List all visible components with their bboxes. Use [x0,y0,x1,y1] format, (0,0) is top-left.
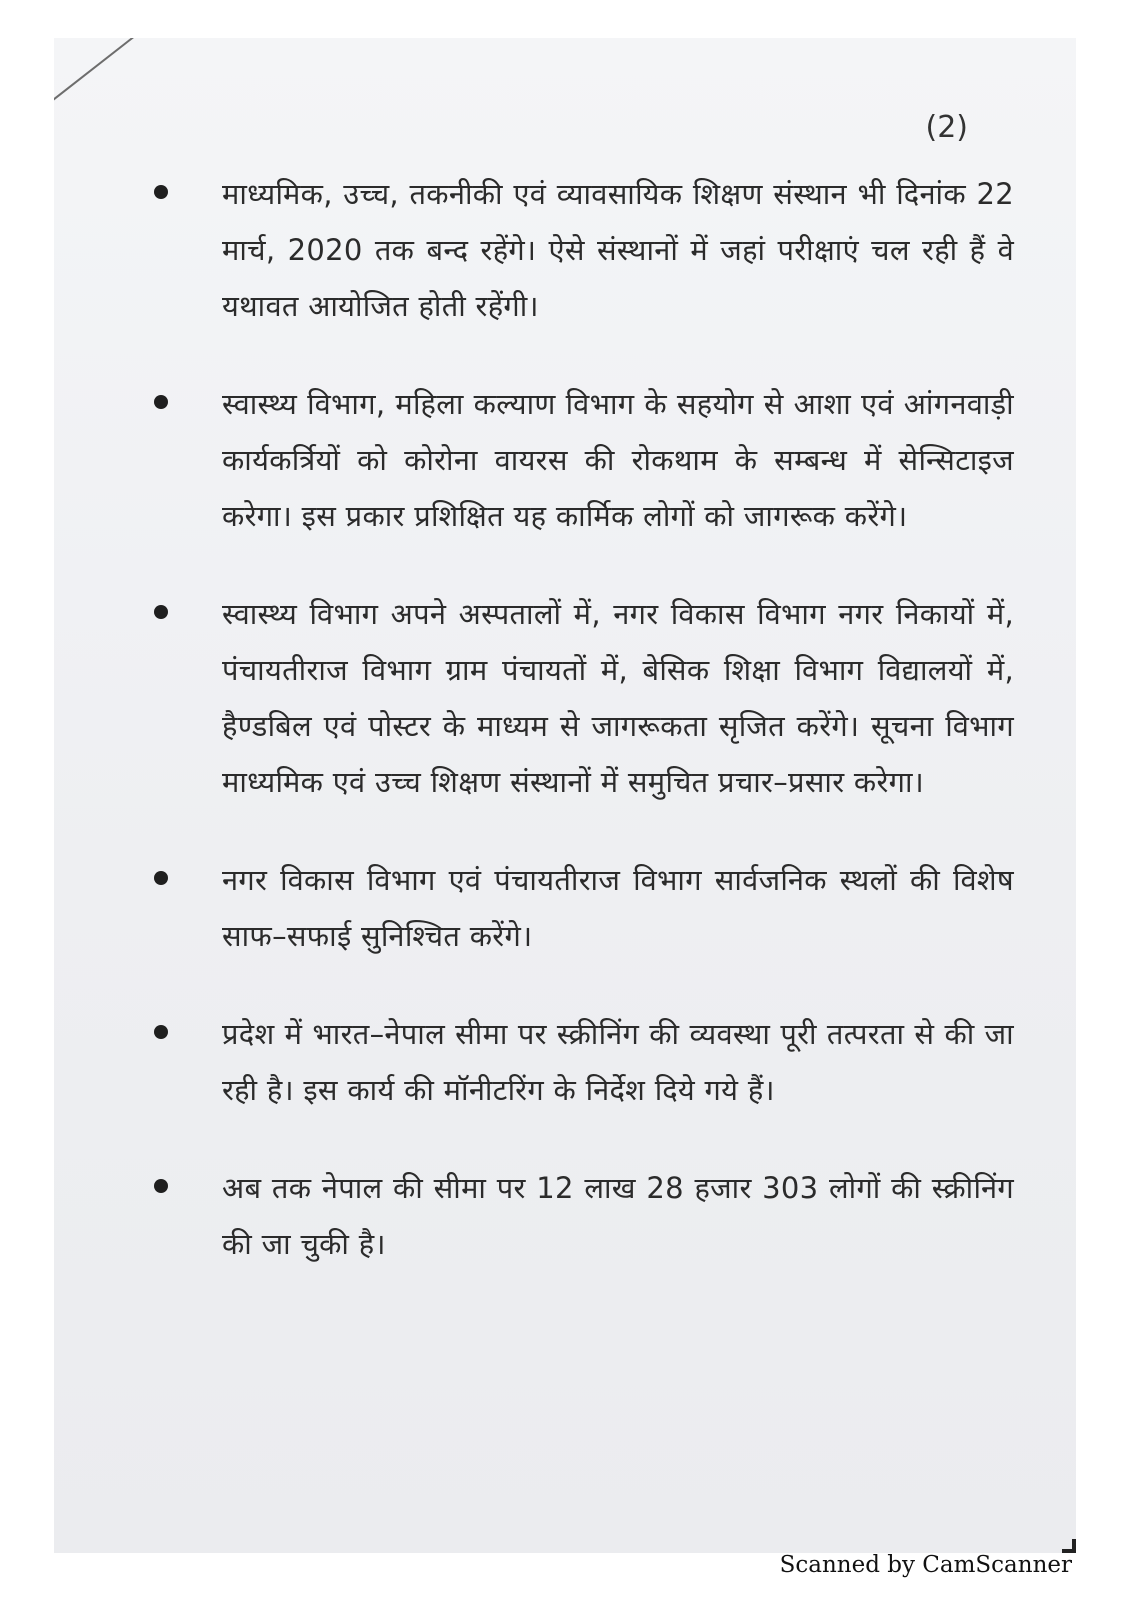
bullet-text: प्रदेश में भारत–नेपाल सीमा पर स्क्रीनिंग की व्यवस्था पूरी तत्परता से की जा रही है। इस कार्य की मॉनीटरिंग के निर्देश दिये गये हैं। [222,1017,1014,1107]
bullet-item [154,376,1014,544]
page-corner-mark [1062,1539,1076,1553]
bullet-dot-icon [154,395,168,409]
scanned-page [54,38,1076,1553]
bullet-text: अब तक नेपाल की सीमा पर 12 लाख 28 हजार 303 लोगों की स्क्रीनिंग की जा चुकी है। [222,1171,1014,1261]
bullet-text: माध्यमिक, उच्च, तकनीकी एवं व्यावसायिक शिक्षण संस्थान भी दिनांक 22 मार्च, 2020 तक बन्द रहेंगे। ऐसे संस्थानों में जहां परीक्षाएं चल रही हैं वे यथावत आयोजित होती रहेंगी। [222,177,1014,323]
bullet-dot-icon [154,871,168,885]
bullet-item [154,586,1014,810]
bullet-text: स्वास्थ्य विभाग अपने अस्पतालों में, नगर विकास विभाग नगर निकायों में, पंचायतीराज विभाग ग्राम पंचायतों में, बेसिक शिक्षा विभाग विद्यालयों में, हैण्डबिल एवं पोस्टर के माध्यम से जागरूकता सृजित करेंगे। सूचना विभाग माध्यमिक एवं उच्च शिक्षण संस्थानों में समुचित प्रचार–प्रसार करेगा। [222,597,1014,799]
bullet-text: स्वास्थ्य विभाग, महिला कल्याण विभाग के सहयोग से आशा एवं आंगनवाड़ी कार्यकर्त्रियों को कोरोना वायरस की रोकथाम के सम्बन्ध में सेन्सिटाइज करेगा। इस प्रकार प्रशिक्षित यह कार्मिक लोगों को जागरूक करेंगे। [222,387,1014,533]
bullet-text: नगर विकास विभाग एवं पंचायतीराज विभाग सार्वजनिक स्थलों की विशेष साफ–सफाई सुनिश्चित करेंगे। [222,863,1014,953]
bullet-item [154,852,1014,964]
paper-fold-line [54,38,186,108]
scanner-watermark: Scanned by CamScanner [779,1552,1072,1578]
bullet-dot-icon [154,1025,168,1039]
bullet-item [154,1160,1014,1272]
bullet-dot-icon [154,605,168,619]
bullet-dot-icon [154,185,168,199]
bullet-dot-icon [154,1179,168,1193]
bullet-item [154,1006,1014,1118]
page-number: (2) [925,110,968,145]
bullet-list [154,166,1014,1314]
bullet-item [154,166,1014,334]
